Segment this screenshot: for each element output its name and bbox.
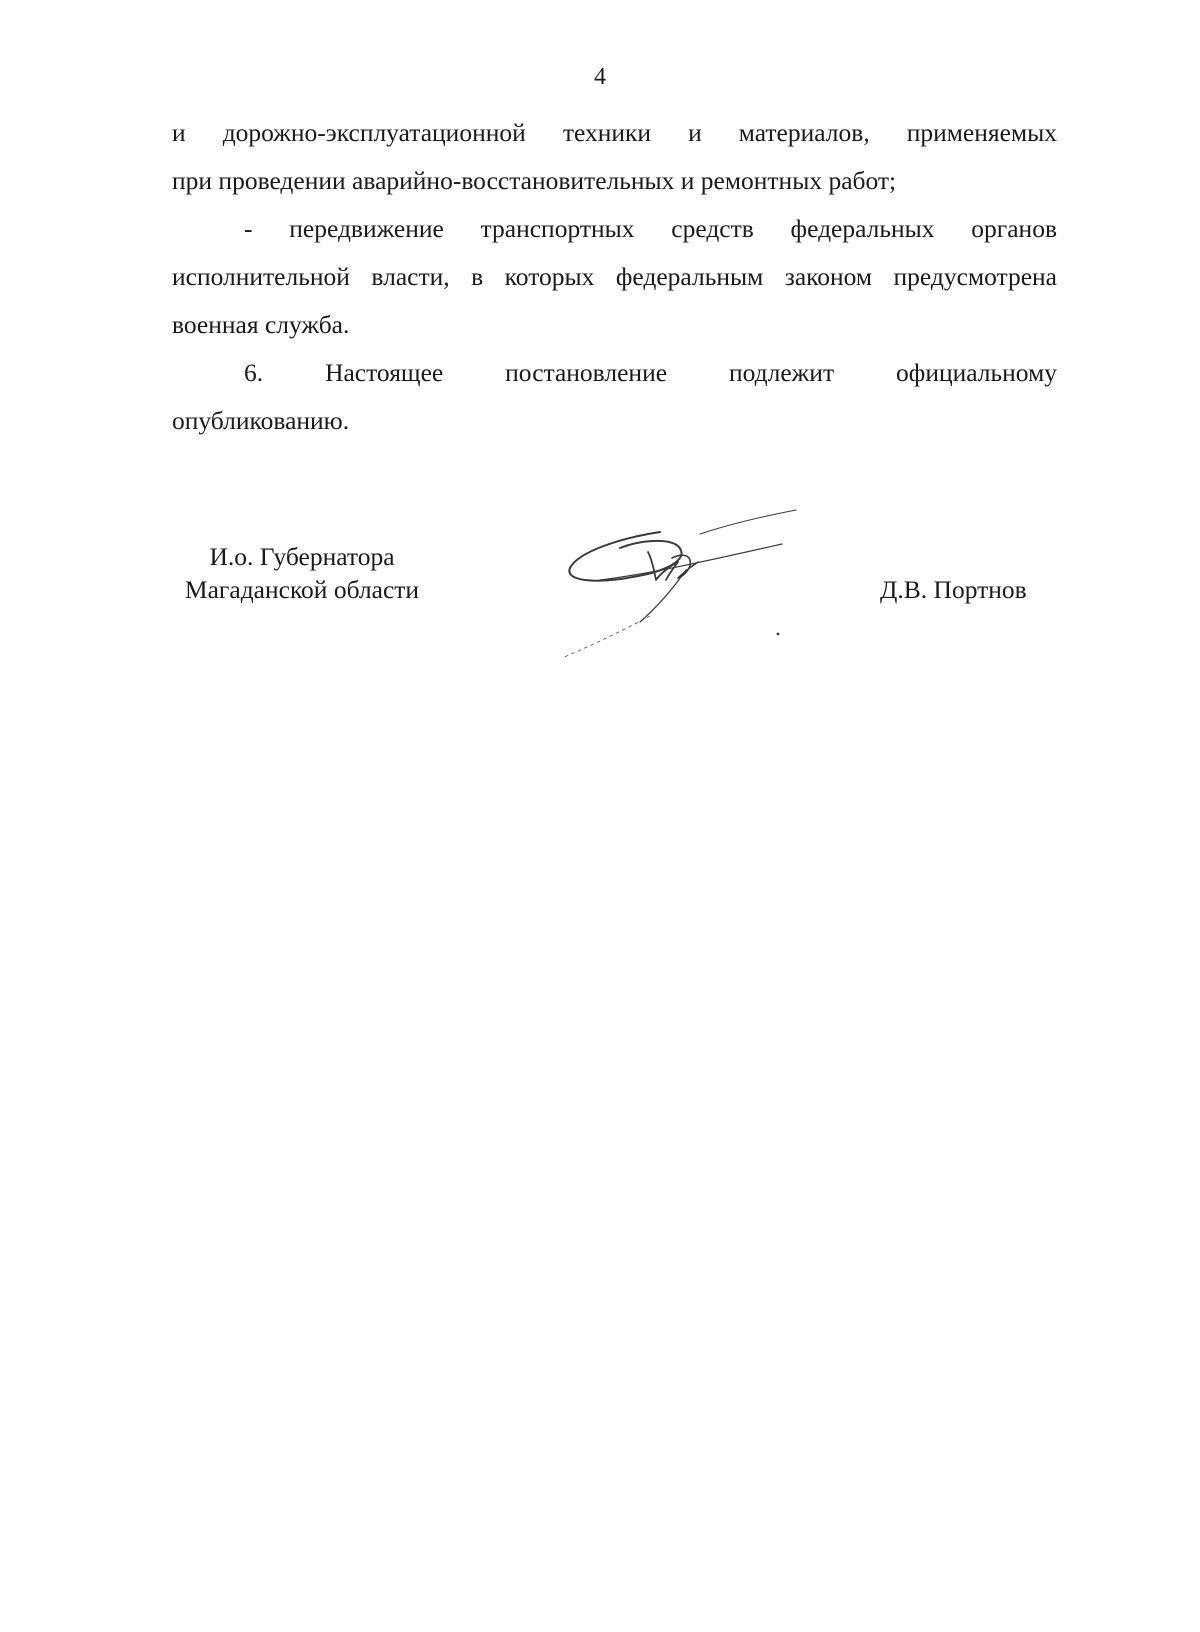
signature-loop <box>569 532 681 581</box>
clause-number: 6. <box>244 358 264 387</box>
clause-6-tail: опубликованию. <box>172 406 350 435</box>
position-line-1: И.о. Губернатора <box>209 542 395 571</box>
word: дорожно-эксплуатационной <box>222 118 526 147</box>
clause-6-line <box>172 349 1057 397</box>
document-body <box>172 109 1057 445</box>
word: подлежит <box>729 358 835 387</box>
signature-dot <box>777 633 780 636</box>
continuation-line-1 <box>172 109 1057 157</box>
word: техники <box>562 118 652 147</box>
word: применяемых <box>906 118 1057 147</box>
signatory-position <box>172 540 432 606</box>
bullet-paragraph: - передвижение транспортных средств федеральных органов исполнительной власти, в которых федеральным законом предусмотрена военная служба. <box>172 214 1057 339</box>
word: Настоящее <box>325 358 444 387</box>
position-line-2: Магаданской области <box>184 575 420 604</box>
continuation-line-2: при проведении аварийно-восстановительных и ремонтных работ; <box>172 166 897 195</box>
word: и <box>172 118 186 147</box>
handwritten-signature <box>560 500 830 680</box>
word: и <box>688 118 702 147</box>
word: материалов, <box>738 118 870 147</box>
word: постановление <box>505 358 668 387</box>
signature-stroke-upper <box>700 510 796 534</box>
signatory-name: Д.В. Портнов <box>880 575 1027 604</box>
word: официальному <box>896 358 1057 387</box>
page-number: 4 <box>594 64 606 90</box>
signature-letter-d <box>648 552 678 580</box>
signature-tail <box>562 616 650 658</box>
